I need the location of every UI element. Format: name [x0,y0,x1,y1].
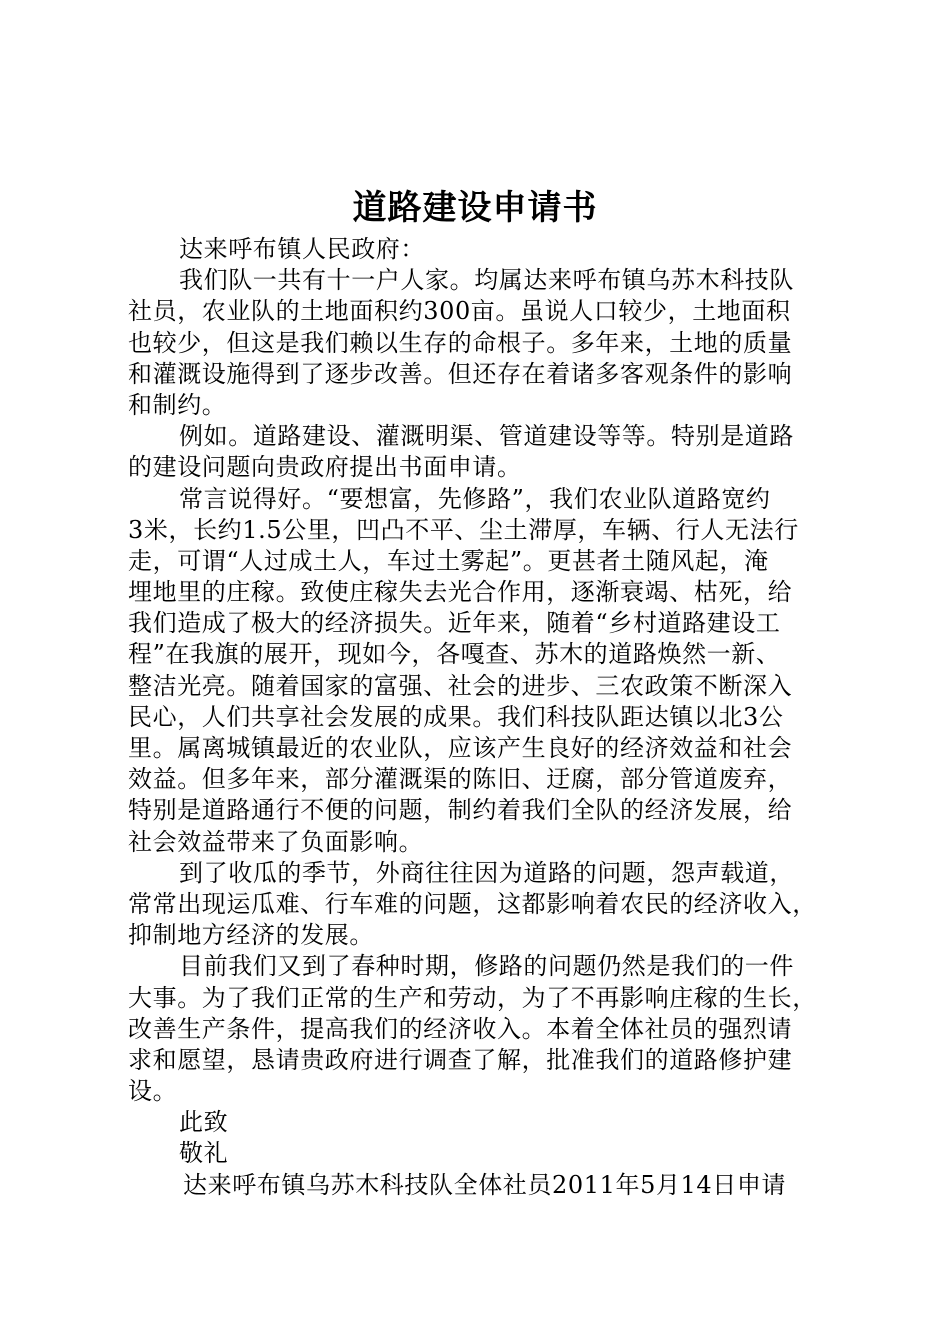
paragraph-3-line-12: 社会效益带来了负面影响。 [128,827,424,856]
paragraph-5-line-2: 大事。为了我们正常的生产和劳动，为了不再影响庄稼的生长， [128,983,817,1012]
paragraph-4-line-3: 抑制地方经济的发展。 [128,921,374,950]
paragraph-2-line-2: 的建设问题向贵政府提出书面申请。 [128,453,522,482]
paragraph-4-line-1: 到了收瓜的季节，外商往往因为道路的问题，怨声载道， [179,858,794,887]
paragraph-5-line-5: 设。 [128,1077,178,1106]
paragraph-5-line-3: 改善生产条件，提高我们的经济收入。本着全体社员的强烈请 [128,1014,793,1043]
paragraph-3-line-3: 走，可谓“人过成土人，车过土雾起”。更甚者土随风起，淹 [128,546,769,575]
document-title: 道路建设申请书 [352,188,598,228]
document-body [128,234,832,1201]
paragraph-5-line-4: 求和愿望，恳请贵政府进行调查了解，批准我们的道路修护建 [128,1045,793,1074]
paragraph-3-line-2: 3米，长约1.5公里，凹凸不平、尘土滞厚，车辆、行人无法行 [128,515,799,544]
paragraph-1-line-5: 和制约。 [128,390,227,419]
paragraph-3-line-4: 埋地里的庄稼。致使庄稼失去光合作用，逐渐衰竭、枯死，给 [128,578,793,607]
paragraph-3-line-6: 程”在我旗的展开，现如今，各嘎查、苏木的道路焕然一新、 [128,640,781,669]
salutation: 达来呼布镇人民政府： [179,235,425,263]
paragraph-1-line-4: 和灌溉设施得到了逐步改善。但还存在着诸多客观条件的影响 [128,359,793,388]
signature-line: 达来呼布镇乌苏木科技队全体社员2011年5月14日申请 [183,1170,787,1199]
paragraph-4-line-2: 常常出现运瓜难、行车难的问题，这都影响着农民的经济收入， [128,889,817,918]
paragraph-3-line-11: 特别是道路通行不便的问题，制约着我们全队的经济发展，给 [128,796,793,825]
paragraph-3-line-1: 常言说得好。“要想富，先修路”，我们农业队道路宽约 [179,484,771,513]
paragraph-1-line-1: 我们队一共有十一户人家。均属达来呼布镇乌苏木科技队 [179,266,794,295]
paragraph-5-line-1: 目前我们又到了春种时期，修路的问题仍然是我们的一件 [179,952,794,981]
paragraph-3-line-8: 民心，人们共享社会发展的成果。我们科技队距达镇以北3公 [128,702,784,731]
paragraph-3-line-10: 效益。但多年来，部分灌溉渠的陈旧、迂腐，部分管道废弃， [128,765,793,794]
closing-jingli: 敬礼 [179,1139,229,1168]
paragraph-2-line-1: 例如。道路建设、灌溉明渠、管道建设等等。特别是道路 [179,422,794,451]
paragraph-3-line-9: 里。属离城镇最近的农业队，应该产生良好的经济效益和社会 [128,734,793,762]
paragraph-1-line-2: 社员，农业队的土地面积约300亩。虽说人口较少，土地面积 [128,297,791,326]
closing-cizhi: 此致 [179,1108,229,1137]
paragraph-1-line-3: 也较少，但这是我们赖以生存的命根子。多年来，土地的质量 [128,328,793,357]
paragraph-3-line-7: 整洁光亮。随着国家的富强、社会的进步、三农政策不断深入 [128,671,793,700]
paragraph-3-line-5: 我们造成了极大的经济损失。近年来，随着“乡村道路建设工 [128,609,781,638]
